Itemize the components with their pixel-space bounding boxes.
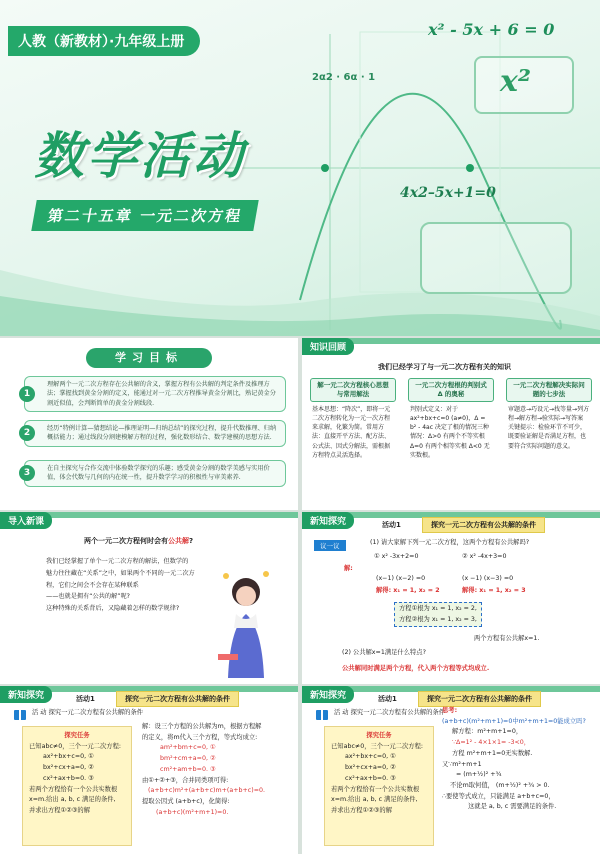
section-tag: 新知探究 <box>0 686 52 703</box>
sol-line: (a+b+c)(m²+m+1)=0. <box>156 808 229 816</box>
think-label: 思考: <box>442 707 458 714</box>
sol-line: 解：设三个方程的公共解为m，根据方程解 <box>142 723 262 730</box>
task-card <box>324 726 434 846</box>
activity1-think-slide <box>302 686 600 854</box>
graph-point-right <box>466 164 474 172</box>
review-heading: 我们已经学习了与一元二次方程有关的知识 <box>378 363 511 371</box>
think-line: 解方程：m²+m+1=0， <box>452 728 523 736</box>
think-line: 不论m取何值， (m+½)² +¾ > 0. <box>450 781 550 789</box>
book-icon <box>316 710 328 720</box>
cover-equation-mid: 4x2–5x+1=0 <box>400 185 496 201</box>
equation-b: ② x² -4x+3=0 <box>462 553 507 560</box>
intro-question <box>84 536 193 546</box>
para-line: 程，它们之间会不会存在某种联系 <box>46 581 139 589</box>
chapter-banner: 第二十五章 一元二次方程 <box>31 200 259 231</box>
task-line: ax²+bx+c=0, ① <box>345 753 396 761</box>
question-highlight: 公共解 <box>168 537 189 545</box>
goal-number: 3 <box>19 465 35 481</box>
decor-box <box>420 222 572 294</box>
think-line: 方程 m²+m+1=0无实数解. <box>452 749 533 757</box>
book-icon <box>14 710 26 720</box>
sol-line: 提取公因式 (a+b+c)，化简得: <box>142 797 230 805</box>
para-line: 这种特殊的关系背后，又隐藏着怎样的数学规律? <box>46 605 180 613</box>
thinking-girl-illustration <box>206 568 276 678</box>
think-line: = (m+½)² +¾ <box>456 771 502 779</box>
activity-label: 活动1 <box>382 521 401 529</box>
think-line: (a+b+c)(m²+m+1)=0中m²+m+1=0能成立吗? <box>442 717 586 725</box>
intro-slide <box>0 512 298 684</box>
think-line: ∵Δ=1² - 4×1×1= -3<0， <box>452 739 531 747</box>
column-title: 一元二次方程根的判别式 Δ 的奥秘 <box>408 378 494 402</box>
task-line: x=m.给出 a, b, c 满足的条件, <box>331 796 418 804</box>
task-card <box>22 726 132 846</box>
cover-title: 数学活动 <box>34 127 246 185</box>
para-line: ——也就是拥有“公共的解”呢? <box>46 593 130 601</box>
activity1-slide <box>302 512 600 684</box>
answer-2: 公共解同时满足两个方程，代入两个方程等式均成立. <box>342 665 490 672</box>
task-line: ax²+bx+c=0, ① <box>43 753 94 761</box>
para-line: 我们已经掌握了单个一元二次方程的解法，但数学的 <box>46 558 189 565</box>
root-line-2: 方程②根为 x₁ = 1, x₂ = 3, <box>399 615 477 623</box>
task-line: 若两个方程恰有一个公共实数根 <box>29 785 118 793</box>
review-column-3 <box>506 378 592 502</box>
sol-line: 由①+②+③，合并同类项可得: <box>142 776 229 784</box>
sol-line: 的定义，将m代入三个方程，等式均成立: <box>142 733 258 741</box>
solution-block <box>142 722 292 818</box>
sol-line: am²+bm+c=0, ① <box>160 744 216 752</box>
result-b: 解得: x₁ = 1, x₂ = 3 <box>462 587 526 594</box>
column-title: 解一元二次方程核心思想与常用解法 <box>310 378 396 402</box>
column-body: 审题意→巧设元→找等量→列方程→解方程→验实际→写答案 关键提示：检验环节不可少，既要验证解是否满足方程，也要符合实际问题的意义。 <box>508 405 590 450</box>
sol-line: cm²+am+b=0. ③ <box>160 765 216 773</box>
sol-line: (a+b+c)m²+(a+b+c)m+(a+b+c)=0. <box>148 787 265 795</box>
task-line: 已知abc≠0，三个一元二次方程: <box>29 742 121 750</box>
common-root-text: 两个方程有公共解x=1. <box>474 635 540 642</box>
activity-title: 探究一元二次方程有公共解的条件 <box>116 691 239 707</box>
factor-a: (x−1) (x−2) =0 <box>376 575 426 582</box>
section-tag: 知识回顾 <box>302 338 354 355</box>
goal-number: 2 <box>19 425 35 441</box>
goal-text: 经历“特例计算—猜想结论—推理证明—归纳总结”的探究过程，提升代数推理、归纳概括能力；通过线段分割建模解方程的过程，强化数形结合、数学建模的思想方法. <box>47 425 277 442</box>
graph-point-left <box>321 164 329 172</box>
task-line: cx²+ax+b=0. ③ <box>345 774 396 782</box>
think-block <box>442 706 596 813</box>
think-line: ∴要使等式成立，只能满足 a+b+c=0， <box>442 792 555 800</box>
x2-label: x² <box>500 64 532 99</box>
equation-a: ① x² -3x+2=0 <box>374 553 419 560</box>
question-1: (1) 请大家解下列一元二次方程，这两个方程有公共解吗? <box>370 539 530 546</box>
question-2: (2) 公共解x=1满足什么特点? <box>342 649 426 656</box>
goals-heading: 学习目标 <box>86 348 212 368</box>
goals-slide <box>0 338 298 510</box>
task-line: 并求出方程①②③的解 <box>29 806 91 814</box>
section-tag: 导入新课 <box>0 512 52 529</box>
goal-number: 1 <box>19 386 35 402</box>
task-line: bx²+cx+a=0, ② <box>43 764 94 772</box>
cover-equation-top: x² - 5x + 6 = 0 <box>428 20 555 39</box>
task-heading: 探究任务 <box>64 732 90 739</box>
root-line-1: 方程①根为 x₁ = 1, x₂ = 2, <box>399 605 477 612</box>
cover-slide <box>0 0 600 336</box>
publisher-badge: 人教（新教材）·九年级上册 <box>8 26 200 56</box>
activity-label: 活动1 <box>378 695 397 703</box>
task-line: 已知abc≠0，三个一元二次方程: <box>331 742 423 750</box>
goal-text: 理解两个一元二次方程存在公共解的含义，掌握方程有公共解的判定条件及推理方法；掌握找到黄金分割的定义，能通过对一元二次方程推导黄金分割比，熟记黄金分割近似值，会判断简单的黄金分割线段. <box>47 381 276 407</box>
activity-subtitle: 活 动 探究一元二次方程有公共解的条件 <box>32 709 144 716</box>
think-line: 这就是 a, b, c 需要满足的条件. <box>468 803 557 811</box>
task-line: bx²+cx+a=0, ② <box>345 764 396 772</box>
goal-text: 在自主探究与合作交流中体验数学探究的乐趣；感受黄金分割的数学美感与实用价值，体会代数与几何的内在统一性，提升数学学习的积极性与审美素养. <box>47 465 270 482</box>
task-line: cx²+ax+b=0. ③ <box>43 774 94 782</box>
task-heading: 探究任务 <box>366 732 392 739</box>
question-text: 两个一元二次方程何时会有 <box>84 537 168 545</box>
activity-title: 探究一元二次方程有公共解的条件 <box>422 517 545 533</box>
activity-title: 探究一元二次方程有公共解的条件 <box>418 691 541 707</box>
sol-line: bm²+cm+a=0, ② <box>160 755 216 763</box>
roots-box <box>394 602 482 627</box>
factor-b: (x −1) (x−3) =0 <box>462 575 514 582</box>
activity1-task-slide <box>0 686 298 854</box>
goal-item-3 <box>24 460 286 487</box>
think-line: 又∵m²+m+1 <box>442 760 482 768</box>
solution-label: 解: <box>344 565 353 572</box>
task-line: 若两个方程恰有一个公共实数根 <box>331 785 420 793</box>
review-column-2 <box>408 378 494 502</box>
cover-equation-small: 2α2 · 6α · 1 <box>312 72 376 83</box>
column-body: 判别式定义：对于 ax²+bx+c=0 (a≠0)，Δ = b² - 4ac 决定了根的情况三种情况：Δ>0 有两个不等实根 Δ=0 有两个相等实根 Δ<0 无实数根。 <box>410 405 490 460</box>
task-line: x=m.给出 a, b, c 满足的条件, <box>29 796 116 804</box>
para-line: 魅力往往藏在“关系”之中，如果两个不同的一元二次方 <box>46 569 195 577</box>
intro-paragraph <box>46 556 196 615</box>
discuss-badge: 议一议 <box>314 540 346 551</box>
activity-subtitle: 活 动 探究一元二次方程有公共解的条件 <box>334 709 446 716</box>
review-column-1 <box>310 378 396 502</box>
section-tag: 新知探究 <box>302 686 354 703</box>
question-mark: ? <box>189 537 194 545</box>
column-title: 一元二次方程解决实际问题的七步法 <box>506 378 592 402</box>
task-line: 并求出方程①②③的解 <box>331 806 393 814</box>
review-slide <box>302 338 600 510</box>
activity-label: 活动1 <box>76 695 95 703</box>
goal-item-2 <box>24 420 286 447</box>
section-tag: 新知探究 <box>302 512 354 529</box>
goal-item-1 <box>24 376 286 412</box>
result-a: 解得: x₁ = 1, x₂ = 2 <box>376 587 440 594</box>
column-body: 基本思想：“降次”，即将一元二次方程转化为一元一次方程来求解，化繁为简。常用方法：直接开平方法、配方法、公式法、因式分解法，需根据方程特点灵活选择。 <box>312 405 391 460</box>
